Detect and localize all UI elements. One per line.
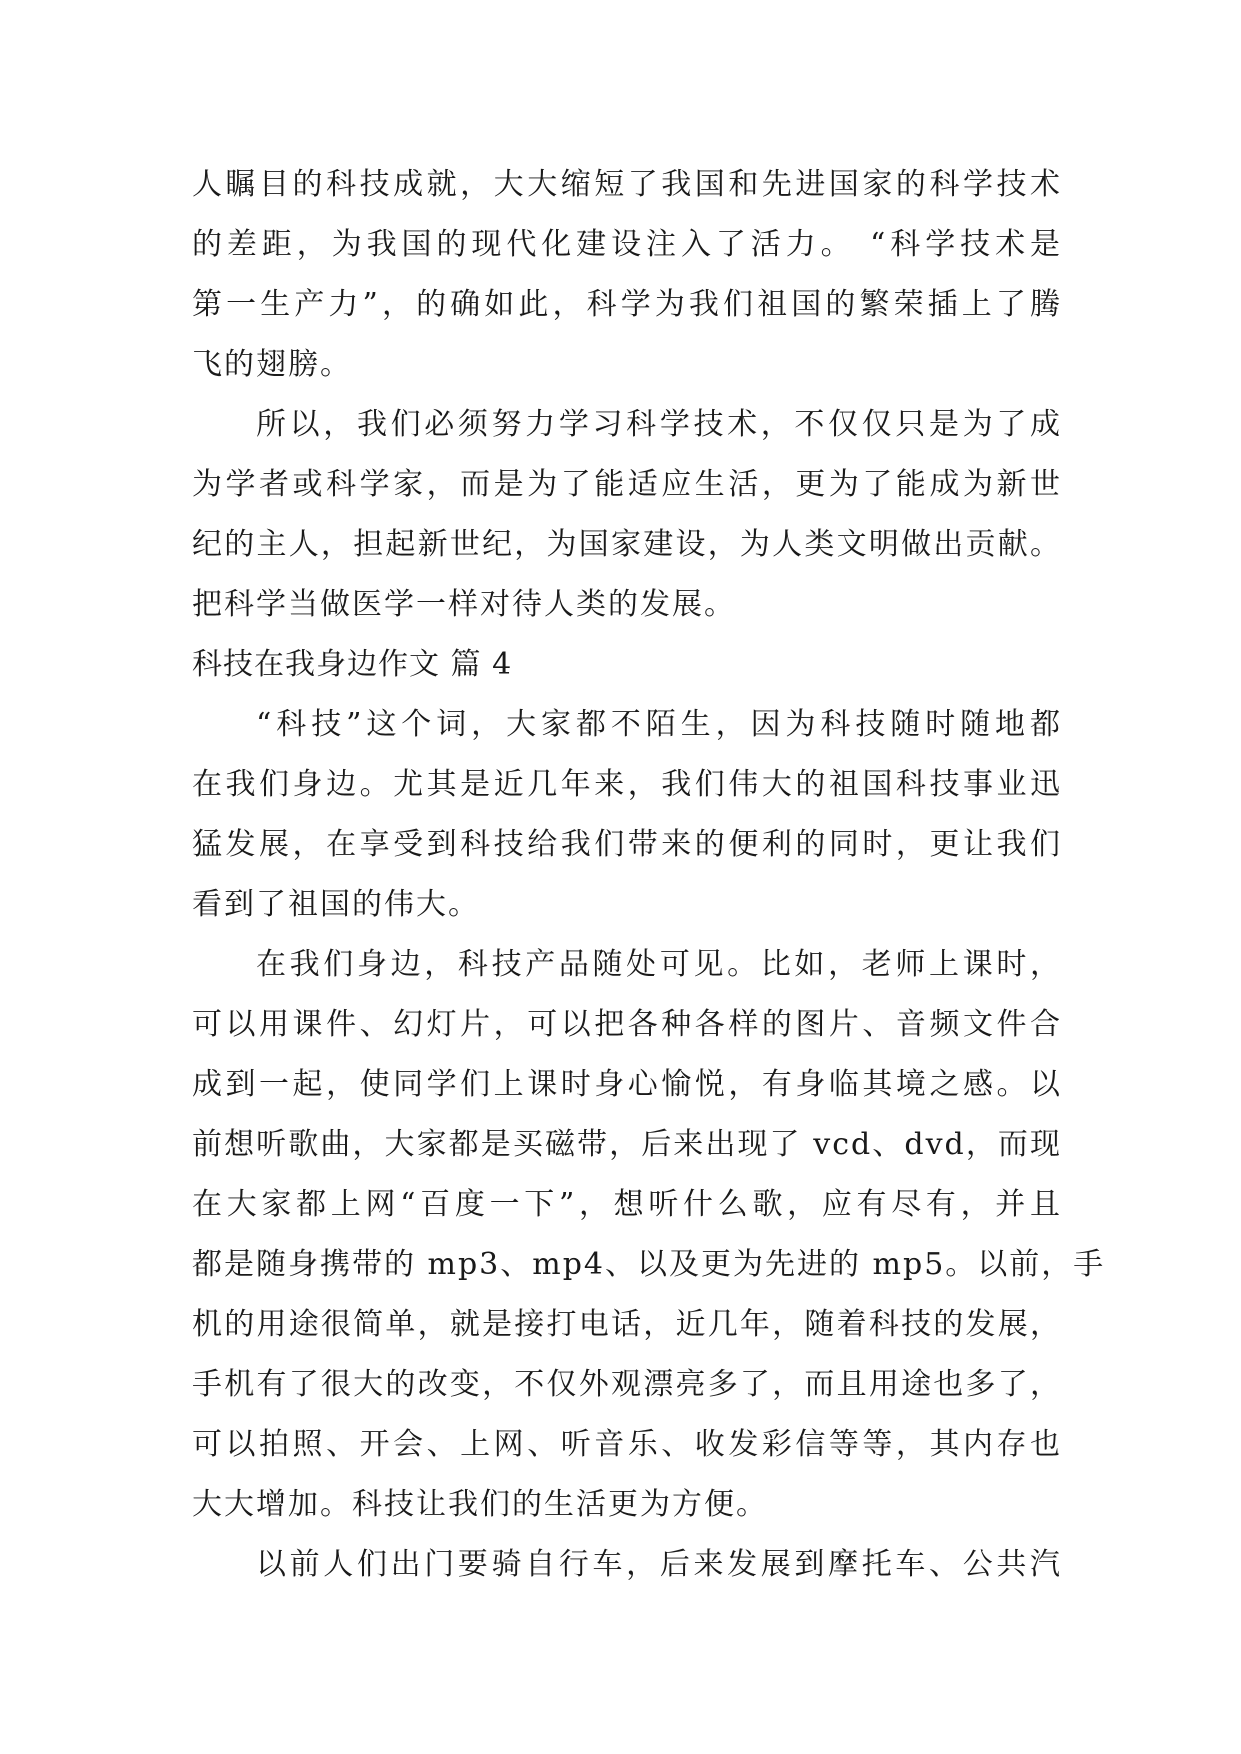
section-heading: 科技在我身边作文 篇 4: [192, 647, 513, 682]
text-line: 以前人们出门要骑自行车，后来发展到摩托车、公共汽: [256, 1547, 1062, 1582]
text-line: 所以，我们必须努力学习科学技术，不仅仅只是为了成: [256, 407, 1062, 442]
paragraph: [192, 1535, 1062, 1595]
text-line: 猛发展，在享受到科技给我们带来的便利的同时，更让我们: [192, 827, 1062, 862]
text-line: 前想听歌曲，大家都是买磁带，后来出现了 vcd、dvd，而现: [192, 1127, 1062, 1162]
text-line: 把科学当做医学一样对待人类的发展。: [192, 587, 736, 622]
text-line: 大大增加。科技让我们的生活更为方便。: [192, 1487, 768, 1522]
text-line: 在我们身边。尤其是近几年来，我们伟大的祖国科技事业迅: [192, 767, 1062, 802]
text-line: 在我们身边，科技产品随处可见。比如，老师上课时，: [256, 947, 1062, 982]
paragraph: [192, 695, 1062, 935]
text-line: 第一生产力”，的确如此，科学为我们祖国的繁荣插上了腾: [192, 287, 1062, 322]
paragraph: [192, 395, 1062, 635]
text-line: 手机有了很大的改变，不仅外观漂亮多了，而且用途也多了，: [192, 1367, 1062, 1402]
document-body: [192, 155, 1106, 1595]
text-line: 机的用途很简单，就是接打电话，近几年，随着科技的发展，: [192, 1307, 1062, 1342]
text-line: “科技”这个词，大家都不陌生，因为科技随时随地都: [256, 707, 1062, 742]
text-line: 成到一起，使同学们上课时身心愉悦，有身临其境之感。以: [192, 1067, 1062, 1102]
text-line: 为学者或科学家，而是为了能适应生活，更为了能成为新世: [192, 467, 1062, 502]
text-line: 都是随身携带的 mp3、mp4、以及更为先进的 mp5。以前，手: [192, 1247, 1106, 1282]
text-line: 在大家都上网“百度一下”，想听什么歌，应有尽有，并且: [192, 1187, 1062, 1222]
paragraph: [192, 935, 1106, 1535]
text-line: 可以拍照、开会、上网、听音乐、收发彩信等等，其内存也: [192, 1427, 1062, 1462]
text-line: 的差距，为我国的现代化建设注入了活力。 “科学技术是: [192, 227, 1062, 262]
paragraph: [192, 155, 1062, 395]
text-line: 可以用课件、幻灯片，可以把各种各样的图片、音频文件合: [192, 1007, 1062, 1042]
text-line: 看到了祖国的伟大。: [192, 887, 480, 922]
text-line: 人瞩目的科技成就，大大缩短了我国和先进国家的科学技术: [192, 167, 1062, 202]
text-line: 飞的翅膀。: [192, 347, 352, 382]
text-line: 纪的主人，担起新世纪，为国家建设，为人类文明做出贡献。: [192, 527, 1062, 562]
